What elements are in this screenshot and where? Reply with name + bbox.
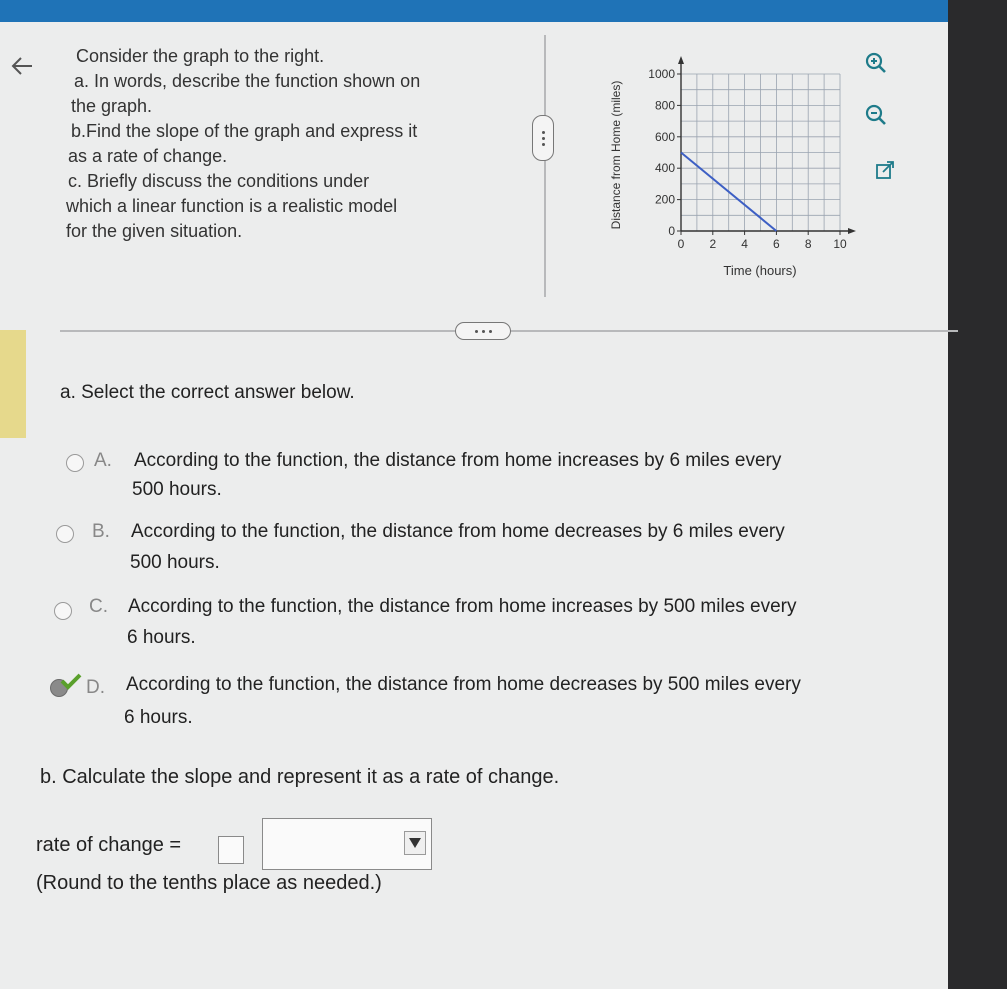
answer-option-d[interactable] <box>0 670 958 732</box>
option-text: 500 hours. <box>130 552 220 573</box>
question-line: for the given situation. <box>66 221 243 241</box>
y-tick-label: 600 <box>654 129 675 144</box>
zoom-in-icon <box>863 50 889 76</box>
y-tick-label: 400 <box>654 161 675 176</box>
question-line: which a linear function is a realistic model <box>66 196 398 216</box>
left-accent-strip <box>0 330 26 438</box>
part-a-prompt: a. Select the correct answer below. <box>60 382 355 403</box>
y-axis-arrow <box>678 56 684 64</box>
answer-option-b[interactable] <box>0 517 948 579</box>
radio-button[interactable] <box>56 525 74 543</box>
y-tick-label: 0 <box>668 224 675 238</box>
radio-button[interactable] <box>66 454 84 472</box>
option-letter: C. <box>89 596 108 617</box>
answer-option-a[interactable] <box>0 446 948 508</box>
screen-edge <box>948 0 1007 989</box>
rate-of-change-label: rate of change = <box>36 834 182 856</box>
x-tick-label: 10 <box>833 237 847 251</box>
y-tick-label: 800 <box>654 98 675 113</box>
zoom-in-button[interactable] <box>861 48 891 78</box>
open-external-button[interactable] <box>870 156 900 186</box>
rounding-note: (Round to the tenths place as needed.) <box>36 872 382 894</box>
back-arrow-icon[interactable] <box>8 50 40 82</box>
option-letter: B. <box>92 521 110 542</box>
question-text <box>66 44 506 244</box>
answer-option-c[interactable] <box>0 592 948 654</box>
zoom-out-button[interactable] <box>861 100 891 130</box>
option-text: According to the function, the distance from home increases by 6 miles every <box>134 450 782 471</box>
distance-time-chart <box>600 40 860 290</box>
correct-check-icon <box>60 672 82 690</box>
unit-dropdown[interactable] <box>262 818 432 870</box>
vertical-resize-handle[interactable] <box>532 115 554 161</box>
option-letter: D. <box>86 677 105 698</box>
question-line: a. In words, describe the function shown on <box>74 71 421 91</box>
question-line: c. Briefly discuss the conditions under <box>68 171 370 191</box>
option-text: 500 hours. <box>132 479 222 500</box>
dropdown-arrow-icon[interactable] <box>404 831 426 855</box>
option-text: 6 hours. <box>124 707 193 728</box>
x-tick-label: 8 <box>804 237 812 251</box>
open-external-icon <box>874 160 896 182</box>
x-axis-arrow <box>848 228 856 234</box>
rate-answer-input[interactable] <box>218 836 244 864</box>
horizontal-resize-handle[interactable] <box>455 322 511 340</box>
chart-grid <box>681 74 840 231</box>
top-bar <box>0 0 948 22</box>
question-line: the graph. <box>71 96 153 116</box>
option-text: According to the function, the distance from home decreases by 500 miles every <box>126 674 801 695</box>
x-tick-label: 4 <box>741 237 748 251</box>
question-line: Consider the graph to the right. <box>76 46 325 66</box>
part-b-prompt: b. Calculate the slope and represent it as a rate of change. <box>40 766 560 788</box>
chart-ticks <box>648 67 847 251</box>
y-tick-label: 1000 <box>648 67 675 81</box>
option-letter: A. <box>94 450 112 471</box>
chart-axes <box>678 56 856 234</box>
zoom-out-icon <box>863 102 889 128</box>
option-text: 6 hours. <box>127 627 196 648</box>
x-tick-label: 6 <box>773 237 780 251</box>
question-line: as a rate of change. <box>68 146 228 166</box>
question-line: b.Find the slope of the graph and express it <box>71 121 418 141</box>
option-text: According to the function, the distance from home increases by 500 miles every <box>128 596 797 617</box>
radio-button[interactable] <box>54 602 72 620</box>
x-tick-label: 0 <box>677 237 685 251</box>
y-axis-label: Distance from Home (miles) <box>609 80 623 230</box>
vertical-divider <box>544 35 546 297</box>
x-tick-label: 2 <box>709 237 717 251</box>
x-axis-label: Time (hours) <box>723 263 797 278</box>
y-tick-label: 200 <box>654 192 675 207</box>
option-text: According to the function, the distance from home decreases by 6 miles every <box>131 521 785 542</box>
